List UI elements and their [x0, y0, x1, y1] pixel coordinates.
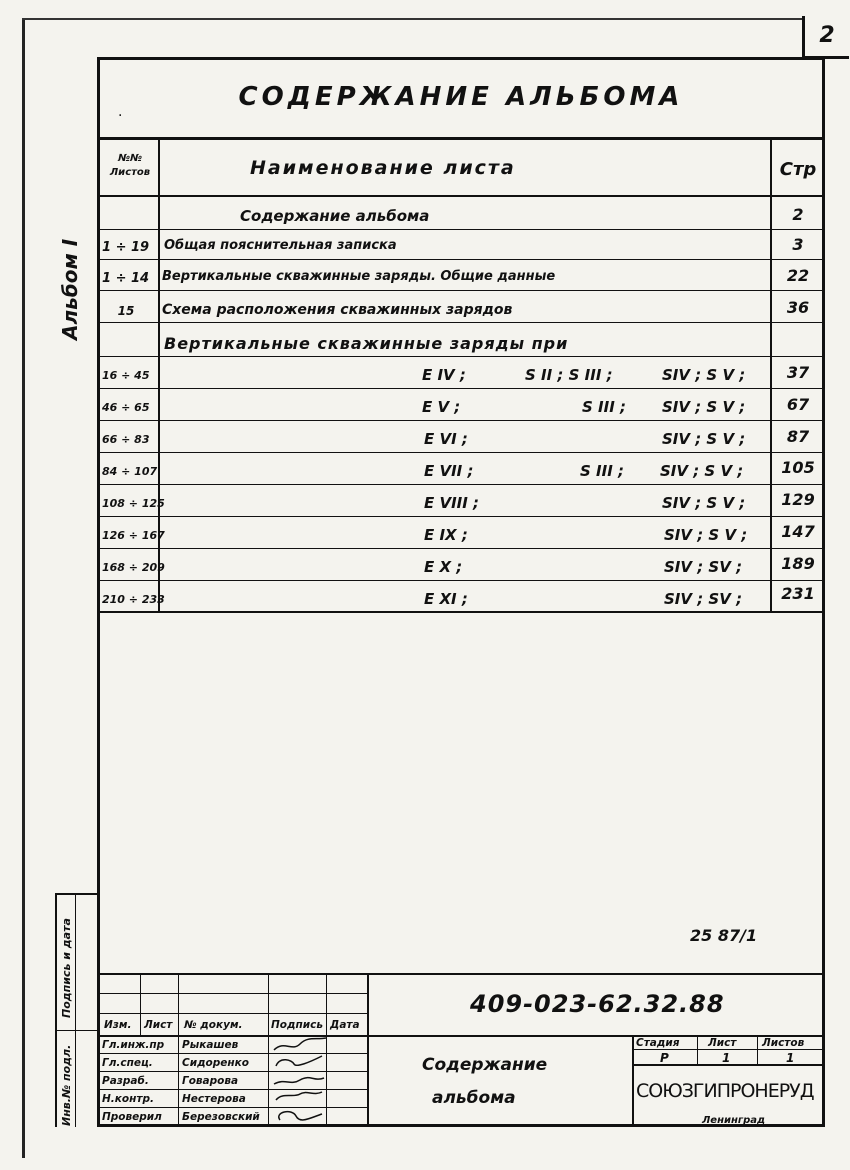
row-e-category: E X ; — [424, 558, 463, 576]
col-signature: Подпись — [271, 1019, 323, 1031]
title-block-top — [97, 973, 825, 975]
sheets-label: Листов — [762, 1037, 805, 1049]
row-line — [97, 322, 825, 323]
stamp-reference: 25 87/1 — [690, 926, 758, 945]
album-side-text: Альбом I — [58, 238, 82, 340]
organization-name: СОЮЗГИПРОНЕРУД — [636, 1080, 814, 1102]
sheet-name-line2: альбома — [432, 1088, 516, 1108]
row-s-category-b: SIV ; SV ; — [664, 558, 743, 576]
stamp-grid-col — [268, 973, 269, 1127]
role-label: Разраб. — [102, 1075, 149, 1087]
row-s-category-b: SIV ; S V ; — [662, 494, 746, 512]
sheet-name-line1: Содержание — [422, 1055, 548, 1075]
row-line — [97, 290, 825, 291]
row-line — [97, 452, 825, 453]
role-name: Говарова — [182, 1075, 239, 1087]
sheet-value: 1 — [722, 1051, 731, 1065]
row-page: 87 — [786, 427, 810, 446]
row-e-category: E VII ; — [424, 462, 474, 480]
row-numbers: 1 ÷ 19 — [102, 240, 150, 255]
row-name: Вертикальные скважинные заряды. Общие данные — [162, 269, 556, 284]
row-line — [97, 420, 825, 421]
header-sheet-name: Наименование листа — [250, 157, 516, 179]
row-e-category: E VIII ; — [424, 494, 480, 512]
row-s-category-b: SIV ; S V ; — [660, 462, 744, 480]
row-page: 36 — [786, 298, 810, 317]
album-title: СОДЕРЖАНИЕ АЛЬБОМА — [238, 82, 684, 112]
row-line — [97, 516, 825, 517]
title-block-stage-line — [632, 1049, 825, 1050]
row-e-category: E XI ; — [424, 590, 468, 608]
title-block-stage-col2 — [757, 1035, 758, 1065]
row-page: 105 — [781, 458, 815, 477]
stage-label: Стадия — [636, 1037, 680, 1049]
stamp-grid-line — [97, 993, 369, 994]
row-line — [97, 356, 825, 357]
title-block-stage-col — [697, 1035, 698, 1065]
side-inventory: Инв.№ подл. — [60, 1044, 73, 1126]
row-e-category: E IX ; — [424, 526, 468, 544]
role-label: Проверил — [102, 1111, 162, 1123]
row-numbers: 16 ÷ 45 — [102, 369, 150, 382]
row-s-category-a: S II ; S III ; — [525, 366, 613, 384]
row-name: Содержание альбома — [240, 207, 430, 225]
title-block-divider — [367, 973, 369, 1127]
row-s-category-a: S III ; — [582, 398, 626, 416]
table-bottom-line — [97, 611, 825, 613]
side-strip-left — [55, 893, 57, 1127]
row-line — [97, 580, 825, 581]
row-s-category-a: S III ; — [580, 462, 624, 480]
stamp-grid-col — [140, 973, 141, 1037]
row-page: 22 — [786, 266, 810, 285]
album-side-label — [50, 230, 90, 340]
document-designation: 409-023-62.32.88 — [470, 990, 725, 1018]
table-header-line — [97, 195, 825, 197]
role-label: Гл.спец. — [102, 1057, 153, 1069]
row-page: 2 — [792, 205, 804, 224]
role-name: Рыкашев — [182, 1039, 239, 1051]
row-line — [97, 259, 825, 260]
row-page: 67 — [786, 395, 810, 414]
col-sheet: Лист — [144, 1019, 173, 1031]
sheets-value: 1 — [786, 1051, 795, 1065]
role-name: Березовский — [182, 1111, 260, 1123]
row-numbers: 46 ÷ 65 — [102, 401, 150, 414]
row-line — [97, 388, 825, 389]
outer-border-top — [22, 18, 802, 20]
stage-value: Р — [660, 1051, 669, 1065]
row-page: 231 — [781, 584, 815, 603]
title-dot: . — [118, 104, 123, 120]
row-numbers: 108 ÷ 125 — [102, 497, 165, 510]
row-page: 3 — [792, 235, 804, 254]
row-name: Схема расположения скважинных зарядов — [162, 302, 513, 318]
outer-border-left — [22, 18, 25, 1158]
side-strip-mid — [75, 893, 76, 1127]
side-strip-divider — [55, 1030, 100, 1031]
row-numbers: 15 — [117, 304, 135, 318]
col-change: Изм. — [104, 1019, 132, 1031]
row-numbers: 168 ÷ 209 — [102, 561, 165, 574]
row-numbers: 210 ÷ 233 — [102, 593, 165, 606]
row-numbers: 84 ÷ 107 — [102, 465, 158, 478]
row-s-category-b: SIV ; S V ; — [662, 398, 746, 416]
row-name: Вертикальные скважинные заряды при — [164, 334, 569, 353]
role-name: Нестерова — [182, 1093, 246, 1105]
row-name: Общая пояснительная записка — [164, 238, 397, 253]
header-sheet-numbers: №№ Листов — [109, 153, 151, 178]
organization-city: Ленинград — [702, 1115, 766, 1126]
row-line — [97, 229, 825, 230]
row-page: 129 — [781, 490, 815, 509]
side-strip-top — [55, 893, 100, 895]
stamp-grid-col — [178, 973, 179, 1127]
row-numbers: 126 ÷ 167 — [102, 529, 165, 542]
row-page: 147 — [781, 522, 815, 541]
sheet-number: 2 — [802, 16, 849, 59]
col-date: Дата — [330, 1019, 360, 1031]
role-label: Гл.инж.пр — [102, 1039, 165, 1051]
row-e-category: E VI ; — [424, 430, 468, 448]
row-numbers: 1 ÷ 14 — [102, 271, 150, 286]
row-s-category-b: SIV ; S V ; — [664, 526, 748, 544]
header-page: Стр — [779, 159, 817, 180]
role-name: Сидоренко — [182, 1057, 249, 1069]
row-e-category: E IV ; — [422, 366, 466, 384]
row-numbers: 66 ÷ 83 — [102, 433, 150, 446]
signature-scribbles — [270, 1034, 330, 1130]
stamp-grid-line — [97, 1013, 369, 1014]
row-line — [97, 484, 825, 485]
row-s-category-b: SIV ; SV ; — [664, 590, 743, 608]
row-s-category-b: SIV ; S V ; — [662, 430, 746, 448]
side-signature-date: Подпись и дата — [60, 918, 73, 1018]
row-page: 37 — [786, 363, 810, 382]
row-page: 189 — [781, 554, 815, 573]
row-e-category: E V ; — [422, 398, 461, 416]
row-s-category-b: SIV ; S V ; — [662, 366, 746, 384]
col-doc-number: № докум. — [184, 1019, 243, 1031]
sheet-label: Лист — [708, 1037, 737, 1049]
role-label: Н.контр. — [102, 1093, 154, 1105]
row-line — [97, 548, 825, 549]
table-top-line — [97, 137, 825, 140]
